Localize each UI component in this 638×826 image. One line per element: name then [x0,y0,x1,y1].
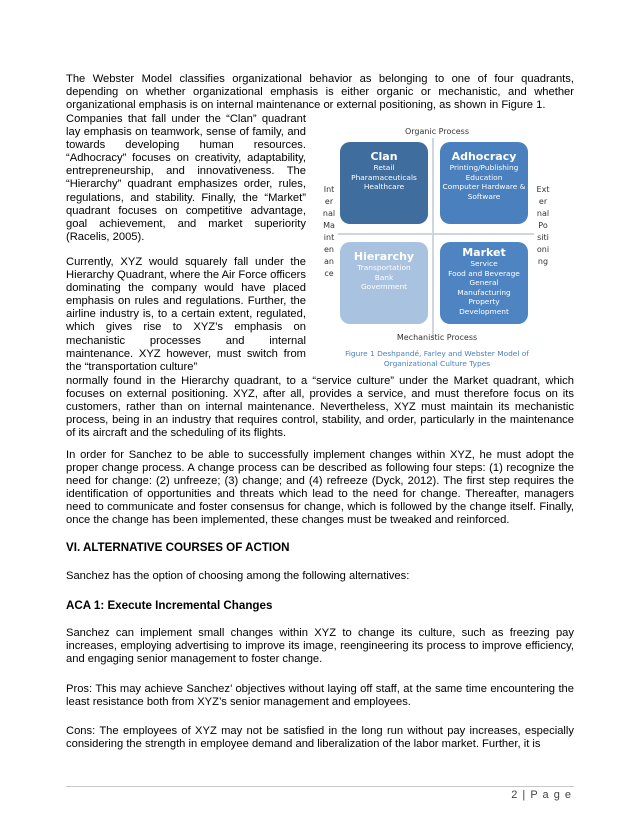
webster-model-figure [318,122,556,376]
aca1-description: Sanchez can implement small changes within XYZ to change its culture, such as freezing pay increases, employing advertising to improve its image, reengineering its process to improve efficiency, and engaging senior management to foster change. [66,627,574,666]
page-footer [511,789,572,801]
hierarchy-paragraph: Currently, XYZ would squarely fall under the Hierarchy Quadrant, where the Air Force officers dominating the company would have placed emphasis on rules and regulations. Further, the airline industry is, to a certain extent, regulated, which gives rise to XYZ’s emphasis on mechanistic processes and internal maintenance. XYZ however, must switch from the “transportation culture” [66,256,306,373]
mechanistic-process-label: Mechanistic Process [396,333,478,342]
external-positioning-label: Ext er nal Po siti oni ng [536,185,550,266]
hierarchy-quadrant: Hierarchy Transportation Bank Government [340,242,428,324]
vertical-axis [432,138,434,338]
intro-paragraph: The Webster Model classifies organizational behavior as belonging to one of four quadrants, depending on whether organizational emphasis is either organic or mechanistic, and whether organizational emphasis is on internal maintenance or external positioning, as shown in Figure 1. [66,73,574,112]
figure-caption: Figure 1 Deshpandé, Farley and Webster Model of Organizational Culture Types [345,349,529,368]
page-label: | P a g e [522,789,572,801]
horizontal-axis [338,233,534,235]
quadrant-description-paragraph: Companies that fall under the “Clan” quadrant lay emphasis on teamwork, sense of family, and towards developing human resources. “Adhocracy” focuses on creativity, adaptability, entrepreneurship, and innovativeness. The “Hierarchy” quadrant emphasizes order, rules, regulations, and stability. Finally, the “Market” quadrant focuses on competitive advantage, goal achievement, and market superiority (Racelis, 2005). [66,113,306,243]
hierarchy-paragraph-continued: normally found in the Hierarchy quadrant, to a “service culture” under the Market quadrant, which focuses on external positioning. XYZ, after all, provides a service, and must therefore focus on its customers, rather than on internal maintenance. Nevertheless, XYZ must maintain its mechanistic process, being in an industry that requires control, stability, and order, particularly in the maintenance of its aircraft and the scheduling of its flights. [66,375,574,440]
change-process-paragraph: In order for Sanchez to be able to successfully implement changes within XYZ, he must adopt the proper change process. A change process can be described as following four steps: (1) recognize the need for change: (2) unfreeze; (3) change; and (4) refreeze (Dyck, 2012). The first step requires the identification of opportunities and threats which lead to the need for change. Thereafter, managers need to communicate and foster consensus for change, which is followed by the change itself. Finally, once the change has been implemented, these changes must be tweaked and reinforced. [66,449,574,527]
section-heading: VI. ALTERNATIVE COURSES OF ACTION [66,541,290,554]
clan-quadrant: Clan Retail Pharamaceuticals Healthcare [340,142,428,224]
aca1-pros: Pros: This may achieve Sanchez’ objectives without laying off staff, at the same time encountering the least resistance both from XYZ’s senior management and employees. [66,683,574,709]
adhocracy-quadrant: Adhocracy Printing/Publishing Education Computer Hardware & Software [440,142,528,224]
aca1-cons: Cons: The employees of XYZ may not be satisfied in the long run without pay increases, especially considering the strength in employee demand and liberalization of the labor market. Further, it is [66,725,574,751]
aca1-heading: ACA 1: Execute Incremental Changes [66,599,273,612]
market-quadrant: Market Service Food and Beverage General Manufacturing Property Development [440,242,528,324]
footer-divider [66,786,574,787]
internal-maintenance-label: Int er nal Ma int en an ce [322,185,336,278]
page-number: 2 [511,789,519,801]
organic-process-label: Organic Process [404,127,469,136]
alternatives-intro: Sanchez has the option of choosing among the following alternatives: [66,570,410,582]
